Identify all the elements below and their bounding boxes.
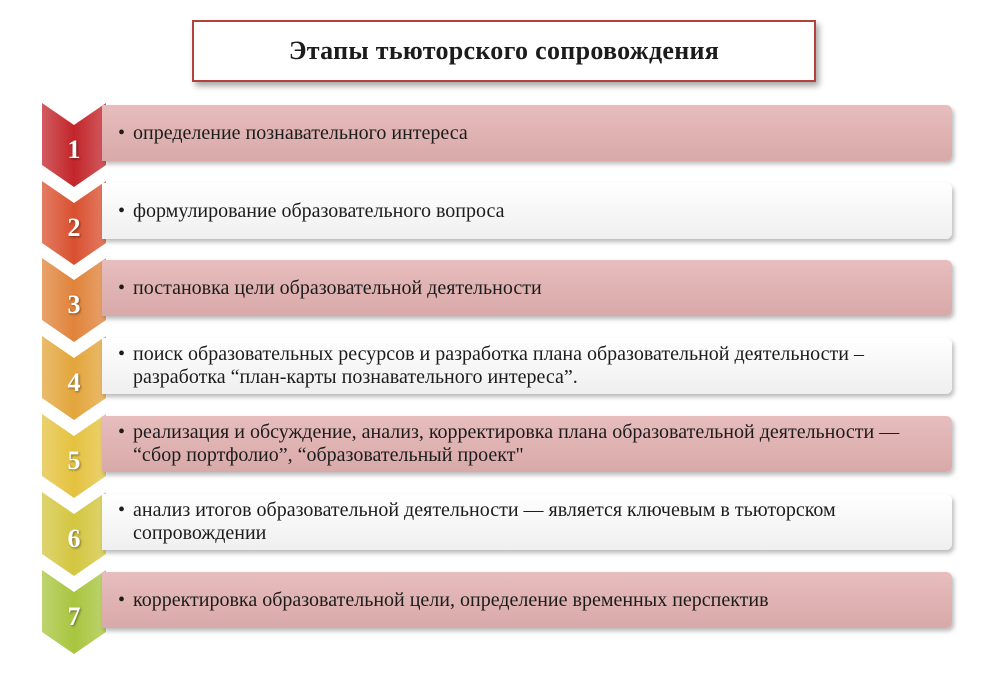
step-1-text: определение познавательного интереса (133, 121, 468, 144)
step-6 (40, 492, 952, 578)
bullet-icon: • (118, 121, 126, 144)
step-4-text: поиск образовательных ресурсов и разработка плана образовательной деятельности – разработка “план-карты познавательного интереса”. (133, 343, 864, 388)
step-7-number: 7 (67, 602, 81, 631)
step-2-text: формулирование образовательного вопроса (133, 199, 505, 222)
bullet-icon: • (118, 588, 126, 611)
bullet-icon: • (118, 421, 126, 443)
title-box (192, 20, 816, 82)
step-6-card (102, 494, 952, 550)
bullet-icon: • (118, 199, 126, 222)
bullet-icon: • (118, 276, 126, 299)
step-1 (40, 103, 952, 189)
step-3-text: постановка цели образовательной деятельности (133, 276, 542, 299)
step-7-card (102, 572, 952, 628)
step-4-number: 4 (67, 368, 81, 397)
step-1-number: 1 (67, 135, 81, 164)
step-2-number: 2 (67, 213, 81, 242)
step-7-text: корректировка образовательной цели, определение временных перспектив (133, 588, 769, 611)
step-2 (40, 181, 952, 267)
step-4-card (102, 338, 952, 394)
bullet-icon: • (118, 343, 126, 365)
step-3-number: 3 (67, 290, 81, 319)
step-2-card (102, 183, 952, 239)
step-5-text: реализация и обсуждение, анализ, корректировка плана образовательной деятельности — “сбор портфолио”, “образовательный проект" (133, 421, 900, 466)
step-6-number: 6 (67, 524, 81, 553)
step-3 (40, 258, 952, 344)
step-5-number: 5 (67, 446, 81, 475)
step-5-card (102, 416, 952, 472)
diagram-title: Этапы тьюторского сопровождения (288, 36, 720, 65)
bullet-icon: • (118, 499, 126, 521)
step-1-card (102, 105, 952, 161)
step-3-card (102, 260, 952, 316)
step-5 (40, 414, 952, 500)
step-7 (40, 570, 952, 656)
step-6-text: анализ итогов образовательной деятельности — является ключевым в тьюторском сопровождении (133, 499, 836, 544)
step-4 (40, 336, 952, 422)
